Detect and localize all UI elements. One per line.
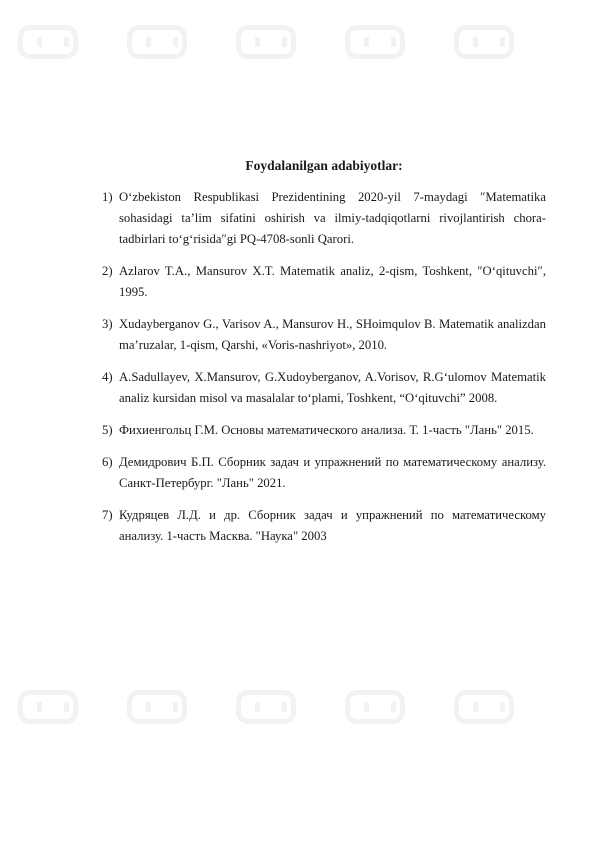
watermark-tile	[127, 690, 187, 724]
reference-text: Кудряцев Л.Д. и др. Сборник задач и упражнений по математическому анализу. 1-часть Масква. "Наука" 2003	[119, 508, 546, 543]
watermark-tile	[236, 25, 296, 59]
reference-number: 5)	[102, 423, 113, 437]
reference-item	[102, 367, 546, 409]
reference-item	[102, 420, 546, 441]
document-page	[102, 158, 546, 558]
reference-text: A.Sadullayev, X.Mansurov, G.Xudoyberganov, A.Vorisov, R.G‘ulomov Matematik analiz kursidan misol va masalalar to‘plami, Toshkent, “O‘qituvchi” 2008.	[119, 370, 546, 405]
reference-item	[102, 505, 546, 547]
reference-number: 7)	[102, 508, 113, 522]
reference-item	[102, 261, 546, 303]
references-list	[102, 187, 546, 547]
reference-text: O‘zbekiston Respublikasi Prezidentining 2020-yil 7-maydagi ″Matematika sohasidagi ta’lim sifatini oshirish va ilmiy-tadqiqotlarni rivojlantirish chora-tadbirlari to‘g‘risida″gi PQ-4708-sonli Qarori.	[119, 190, 546, 246]
reference-number: 1)	[102, 190, 113, 204]
watermark-tile	[18, 25, 78, 59]
reference-number: 2)	[102, 264, 113, 278]
reference-number: 3)	[102, 317, 113, 331]
reference-number: 4)	[102, 370, 113, 384]
reference-text: Azlarov T.A., Mansurov X.T. Matematik analiz, 2-qism, Toshkent, ″O‘qituvchi″, 1995.	[119, 264, 546, 299]
reference-text: Фихиенгольц Г.М. Основы математического анализа. Т. 1-часть "Лань" 2015.	[119, 423, 534, 437]
reference-item	[102, 452, 546, 494]
watermark-tile	[236, 690, 296, 724]
watermark-tile	[454, 690, 514, 724]
watermark-tile	[345, 25, 405, 59]
reference-item	[102, 314, 546, 356]
watermark-tile	[345, 690, 405, 724]
reference-text: Демидрович Б.П. Сборник задач и упражнений по математическому анализу. Санкт-Петербург. "Лань" 2021.	[119, 455, 546, 490]
reference-number: 6)	[102, 455, 113, 469]
watermark-tile	[127, 25, 187, 59]
watermark-tile	[18, 690, 78, 724]
reference-item	[102, 187, 546, 250]
reference-text: Xudayberganov G., Varisov A., Mansurov H., SHoimqulov B. Matematik analizdan ma’ruzalar, 1-qism, Qarshi, «Voris-nashriyot», 2010.	[119, 317, 546, 352]
references-heading: Foydalanilgan adabiyotlar:	[245, 158, 403, 173]
watermark-tile	[454, 25, 514, 59]
